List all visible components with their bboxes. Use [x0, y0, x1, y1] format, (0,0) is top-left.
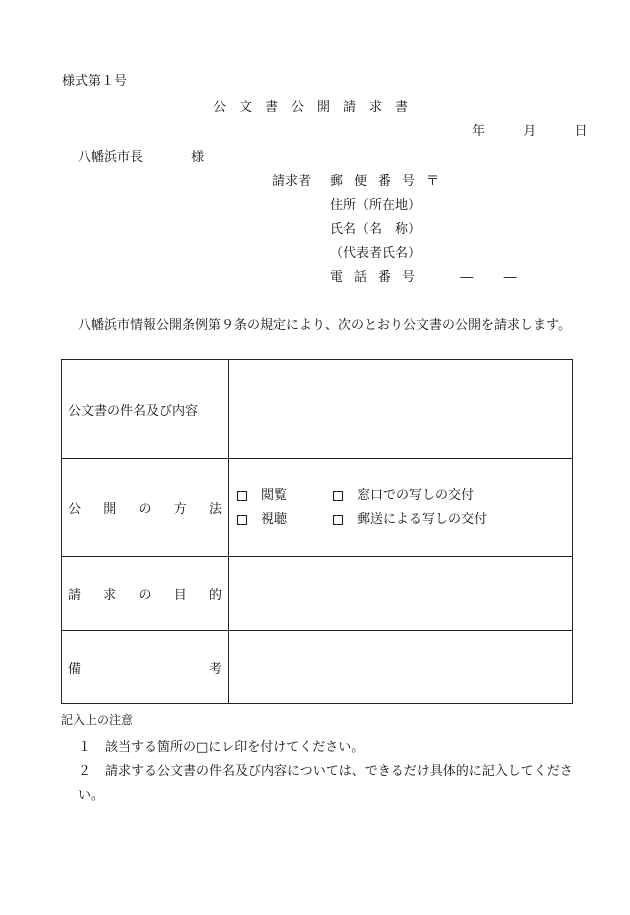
option-mail-copy[interactable] — [333, 508, 487, 532]
postal-mark: 〒 — [426, 174, 440, 189]
note-text: 請求する公文書の件名及び内容については、できるだけ具体的に記入してください。 — [78, 764, 573, 803]
address-label: 住所（所在地） — [330, 198, 422, 213]
phone-label: 電話番号 — [330, 270, 427, 285]
label-cell-purpose — [62, 557, 229, 631]
phone-separator-2: ― — [503, 270, 517, 285]
label-char: 備 — [68, 661, 82, 677]
row-label — [68, 498, 222, 517]
label-char: 方 — [173, 502, 187, 517]
note-number: ２ — [78, 764, 92, 779]
listen-checkbox[interactable] — [237, 515, 247, 525]
label-cell-method — [62, 459, 229, 557]
form-number: 様式第１号 — [62, 74, 128, 89]
addressee — [78, 146, 204, 165]
option-label: 窓口での写しの交付 — [357, 487, 475, 503]
option-label: 視聴 — [261, 511, 288, 527]
row-label: 公文書の件名及び内容 — [68, 403, 199, 419]
option-label: 閲覧 — [261, 487, 288, 503]
remarks-input-cell[interactable] — [229, 631, 573, 704]
method-options-cell — [229, 459, 573, 557]
method-options — [229, 484, 572, 532]
label-char: 法 — [208, 502, 222, 517]
row-label — [68, 658, 222, 677]
window-copy-checkbox[interactable] — [333, 491, 343, 501]
label-char: 開 — [103, 502, 117, 517]
options-line-1 — [237, 484, 572, 508]
postal-code-label: 郵便番号 — [330, 174, 427, 189]
label-char: の — [138, 588, 152, 603]
content-input-cell[interactable] — [229, 360, 573, 459]
view-checkbox[interactable] — [237, 491, 247, 501]
request-table — [61, 359, 573, 704]
document-title: 公文書公開請求書 — [213, 100, 422, 115]
note-number: １ — [78, 740, 92, 755]
requester-label: 請求者 — [272, 174, 312, 189]
addressee-name: 八幡浜市長 — [78, 150, 144, 165]
option-view[interactable] — [237, 484, 333, 508]
month-label: 月 — [523, 124, 537, 139]
label-char: 目 — [173, 588, 187, 603]
option-listen[interactable] — [237, 508, 333, 532]
row-label — [68, 584, 222, 603]
note-item — [78, 736, 364, 755]
label-cell-content — [62, 360, 229, 459]
options-line-2 — [237, 508, 572, 532]
intro-paragraph: 八幡浜市情報公開条例第９条の規定により、次のとおり公文書の公開を請求します。 — [78, 318, 571, 333]
label-char: 考 — [208, 661, 222, 677]
postal-code-line — [330, 170, 439, 189]
day-label: 日 — [574, 124, 588, 139]
purpose-input-cell[interactable] — [229, 557, 573, 631]
representative-label: （代表者氏名） — [330, 246, 422, 261]
phone-line — [330, 266, 517, 285]
label-char: の — [138, 502, 152, 517]
addressee-honorific: 様 — [191, 150, 205, 165]
label-char: 公 — [68, 502, 82, 517]
note-item — [78, 760, 578, 808]
table-row — [62, 459, 573, 557]
label-char: 求 — [103, 588, 117, 603]
notes-title: 記入上の注意 — [61, 713, 134, 727]
table-row — [62, 557, 573, 631]
date-line — [472, 120, 588, 139]
note-text: 該当する箇所の□にレ印を付けてください。 — [105, 740, 365, 755]
label-char: 請 — [68, 588, 82, 603]
option-label: 郵送による写しの交付 — [357, 511, 488, 527]
mail-copy-checkbox[interactable] — [333, 515, 343, 525]
year-label: 年 — [472, 124, 486, 139]
name-label: 氏名（名 称） — [330, 222, 422, 237]
table-row — [62, 360, 573, 459]
label-cell-remarks — [62, 631, 229, 704]
table-row — [62, 631, 573, 704]
label-char: 的 — [208, 588, 222, 603]
phone-separator-1: ― — [460, 270, 474, 285]
option-window-copy[interactable] — [333, 484, 474, 508]
